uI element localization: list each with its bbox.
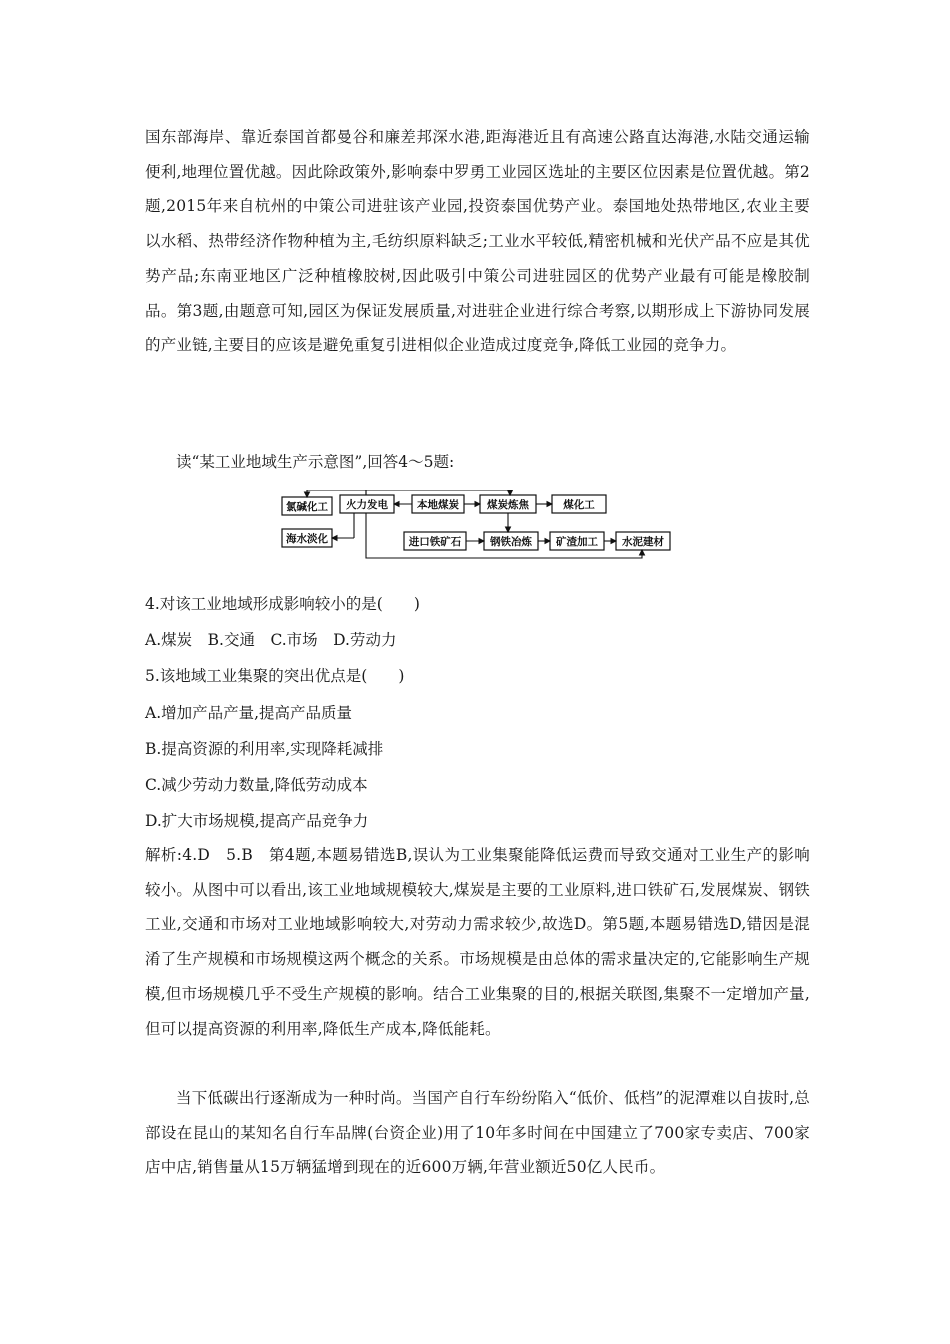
question-4: 4.对该工业地域形成影响较小的是( ) <box>145 595 420 613</box>
node-local-coal: 本地煤炭 <box>417 499 459 511</box>
node-steel: 钢铁冶炼 <box>490 536 532 548</box>
node-thermal-power: 火力发电 <box>346 499 388 511</box>
industrial-region-diagram <box>270 490 680 560</box>
node-slag: 矿渣加工 <box>556 536 598 548</box>
question-5-option-d: D.扩大市场规模,提高产品竞争力 <box>145 812 369 830</box>
question-4-options: A.煤炭 B.交通 C.市场 D.劳动力 <box>145 631 397 649</box>
node-desalination: 海水淡化 <box>286 533 328 545</box>
question-5-option-b: B.提高资源的利用率,实现降耗减排 <box>145 740 384 758</box>
question-5: 5.该地域工业集聚的突出优点是( ) <box>145 667 405 685</box>
node-imported-ore: 进口铁矿石 <box>408 536 462 548</box>
analysis: 解析:4.D 5.B 第4题,本题易错选B,误认为工业集聚能降低运费而导致交通对工业生产的影响较小。从图中可以看出,该工业地域规模较大,煤炭是主要的工业原料,进口铁矿石,发展煤炭、钢铁工业,交通和市场对工业地域影响较大,对劳动力需求较少,故选D。第5题,本题易错选D,错因是混淆了生产规模和市场规模这两个概念的关系。市场规模是由总体的需求量决定的,它能影响生产规模,但市场规模几乎不受生产规模的影响。结合工业集聚的目的,根据关联图,集聚不一定增加产量,但可以提高资源的利用率,降低生产成本,降低能耗。 <box>145 846 810 1038</box>
question-5-option-c: C.减少劳动力数量,降低劳动成本 <box>145 776 368 794</box>
node-cement: 水泥建材 <box>622 536 664 548</box>
node-chlor-alkali: 氯碱化工 <box>286 501 328 513</box>
node-coal-chem: 煤化工 <box>563 499 595 511</box>
passage-1: 国东部海岸、靠近泰国首都曼谷和廉差邦深水港,距海港近且有高速公路直达海港,水陆交通运输便利,地理位置优越。因此除政策外,影响泰中罗勇工业园区选址的主要区位因素是位置优越。第2题,2015年来自杭州的中策公司进驻该产业园,投资泰国优势产业。泰国地处热带地区,农业主要以水稻、热带经济作物种植为主,毛纺织原料缺乏;工业水平较低,精密机械和光伏产品不应是其优势产品;东南亚地区广泛种植橡胶树,因此吸引中策公司进驻园区的优势产业最有可能是橡胶制品。第3题,由题意可知,园区为保证发展质量,对进驻企业进行综合考察,以期形成上下游协同发展的产业链,主要目的应该是避免重复引进相似企业造成过度竞争,降低工业园的竞争力。 <box>145 128 810 355</box>
node-coking: 煤炭炼焦 <box>487 499 529 511</box>
passage-2: 当下低碳出行逐渐成为一种时尚。当国产自行车纷纷陷入“低价、低档”的泥潭难以自拔时,总部设在昆山的某知名自行车品牌(台资企业)用了10年多时间在中国建立了700家专卖店、700家店中店,销售量从15万辆猛增到现在的近600万辆,年营业额近50亿人民币。 <box>145 1089 810 1177</box>
diagram-intro: 读“某工业地域生产示意图”,回答4～5题: <box>176 453 455 471</box>
question-5-option-a: A.增加产品产量,提高产品质量 <box>145 704 353 722</box>
